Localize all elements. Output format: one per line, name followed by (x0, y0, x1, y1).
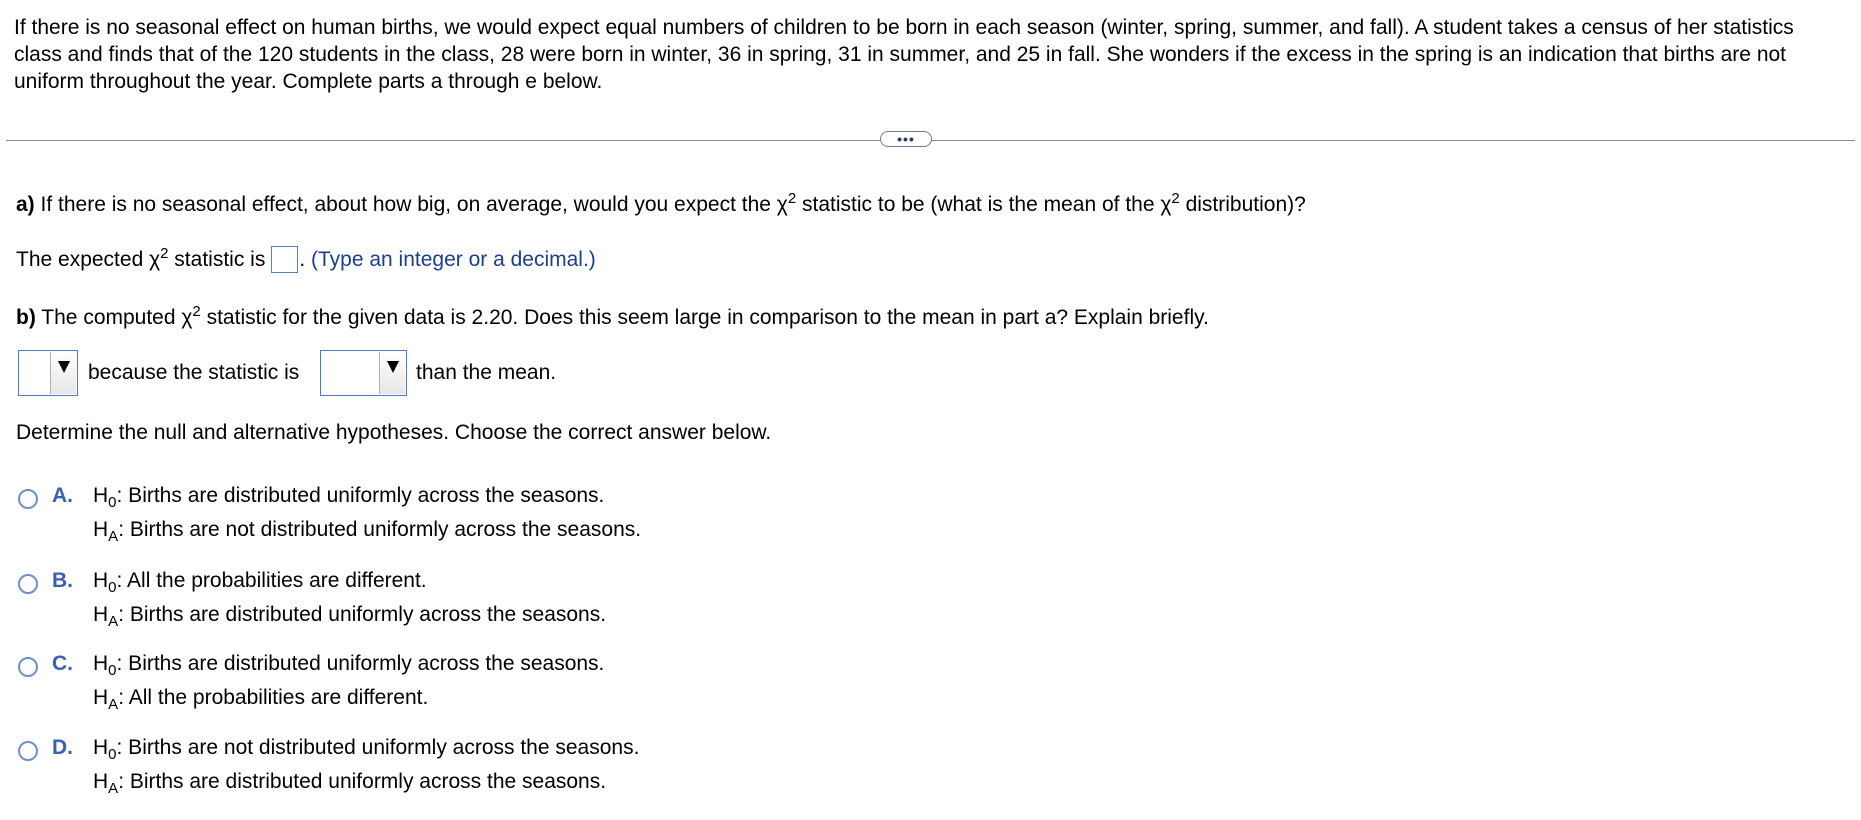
part-b-end-text: than the mean. (416, 361, 557, 384)
ha-symbol: H (93, 770, 109, 793)
large-answer-dropdown[interactable] (18, 350, 78, 396)
chi-symbol: χ (1160, 193, 1172, 216)
answer-period: . (299, 248, 311, 271)
option-letter: A. (52, 484, 73, 507)
h0-symbol: H (93, 569, 109, 592)
chi-symbol: χ (181, 306, 193, 329)
part-a-answer-line (16, 245, 596, 273)
expected-chi-square-input[interactable] (271, 246, 298, 273)
option-d-alt: : Births are distributed uniformly across the seasons. (118, 770, 607, 793)
radio-button[interactable] (18, 741, 38, 761)
radio-button[interactable] (18, 574, 38, 594)
part-b-label: b) (16, 306, 36, 329)
ha-subscript: A (108, 528, 119, 545)
part-b-text-2: statistic for the given data is 2.20. Does this seem large in comparison to the mean in part a? Explain briefly. (200, 306, 1209, 329)
chi-superscript: 2 (787, 190, 797, 207)
h0-symbol: H (93, 484, 109, 507)
option-letter: B. (52, 569, 73, 592)
radio-button[interactable] (18, 657, 38, 677)
comparison-dropdown[interactable] (320, 350, 407, 396)
option-b-alt: : Births are distributed uniformly across the seasons. (118, 603, 607, 626)
part-b-mid-text: because the statistic is (88, 361, 300, 384)
option-c-alt: : All the probabilities are different. (118, 686, 429, 709)
chi-superscript: 2 (1171, 190, 1180, 207)
option-c-h0 (93, 652, 604, 679)
h0-symbol: H (93, 736, 109, 759)
option-a-ha (93, 518, 641, 545)
input-hint: (Type an integer or a decimal.) (311, 248, 596, 271)
option-d-ha (93, 770, 606, 797)
ha-subscript: A (108, 696, 119, 713)
answer-mid: statistic is (168, 248, 266, 271)
radio-button[interactable] (18, 489, 38, 509)
h0-symbol: H (93, 652, 109, 675)
part-b-text-1: The computed (41, 306, 182, 329)
h0-subscript: 0 (108, 746, 117, 763)
part-a-question (16, 190, 1306, 217)
part-a-text-2: statistic to be (what is the mean of the (796, 193, 1161, 216)
option-letter: C. (52, 652, 73, 675)
option-letter: D. (52, 736, 73, 759)
part-b-question (16, 303, 1209, 330)
chi-symbol: χ (776, 193, 788, 216)
option-b-h0 (93, 569, 427, 596)
ha-symbol: H (93, 603, 109, 626)
ha-symbol: H (93, 518, 109, 541)
part-a-text-3: distribution)? (1179, 193, 1306, 216)
answer-prefix: The expected (16, 248, 150, 271)
h0-subscript: 0 (108, 494, 117, 511)
option-a-h0 (93, 484, 604, 511)
option-c-null: : Births are distributed uniformly across the seasons. (116, 652, 605, 675)
chi-superscript: 2 (192, 303, 201, 320)
more-button[interactable]: ••• (880, 131, 932, 147)
chevron-down-icon[interactable] (50, 352, 76, 394)
option-b-ha (93, 603, 606, 630)
chevron-down-icon[interactable] (379, 352, 405, 394)
option-d-h0 (93, 736, 639, 763)
chi-symbol: χ (149, 248, 161, 271)
part-a-text-1: If there is no seasonal effect, about how big, on average, would you expect the (40, 193, 777, 216)
h0-subscript: 0 (108, 579, 117, 596)
option-a-alt: : Births are not distributed uniformly across the seasons. (118, 518, 642, 541)
h0-subscript: 0 (108, 662, 117, 679)
ha-subscript: A (108, 780, 119, 797)
hypotheses-prompt: Determine the null and alternative hypotheses. Choose the correct answer below. (16, 421, 772, 444)
problem-intro: If there is no seasonal effect on human births, we would expect equal numbers of children to be born in each season (winter, spring, summer, and fall). A student takes a census of her statistics class and finds that of the 120 students in the class, 28 were born in winter, 36 in spring, 31 in summer, and 25 in fall. She wonders if the excess in the spring is an indication that births are not uniform throughout the year. Complete parts a through e below. (14, 16, 1794, 93)
option-b-null: : All the probabilities are different. (116, 569, 427, 592)
option-c-ha (93, 686, 428, 713)
ha-subscript: A (108, 613, 119, 630)
part-a-label: a) (16, 193, 35, 216)
chi-superscript: 2 (160, 245, 169, 262)
option-d-null: : Births are not distributed uniformly across the seasons. (116, 736, 640, 759)
option-a-null: : Births are distributed uniformly across the seasons. (116, 484, 605, 507)
ha-symbol: H (93, 686, 109, 709)
